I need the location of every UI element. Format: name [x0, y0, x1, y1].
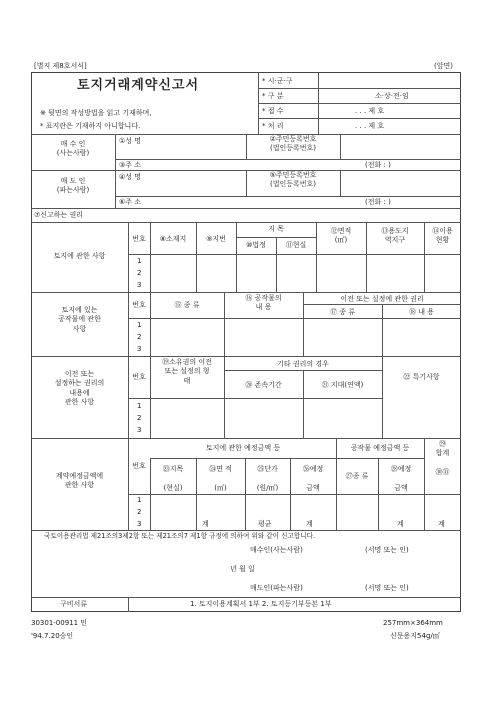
price-structure-expected-header: ㉘예정 금액	[390, 465, 412, 492]
buyer-signature-label: 매수인(사는사람)	[250, 546, 303, 554]
seller-label: 매 도 인 (파는사람)	[56, 177, 90, 195]
price-structure-kind-header: ㉗종 류	[345, 472, 369, 480]
structure-row: 2	[137, 333, 142, 341]
price-total-header: ㉙ 합계 ㉚㉛	[435, 440, 450, 477]
note-2: * 표지란은 기재하지 아니합니다.	[40, 122, 141, 130]
seller-signature-note: (서명 또는 인)	[365, 584, 409, 592]
required-docs-label: 구비서류	[60, 600, 88, 608]
land-legal-header: ⑩법정	[246, 241, 266, 249]
price-area-header: ㉔면 적 (㎡)	[209, 465, 232, 492]
page-side: (앞면)	[434, 62, 453, 70]
land-area-header: ⑫면적 (㎡)	[330, 227, 352, 245]
structure-kind-header: ⑮ 종 류	[174, 301, 200, 309]
form-number: [별지 제8호서식]	[34, 62, 87, 70]
seller-id-label: ⑤주민등록번호 (법인등록번호)	[269, 171, 317, 189]
structure-transfer-kind-header: ⑰ 종 류	[330, 308, 355, 316]
buyer-address-label: ③주 소	[119, 161, 142, 169]
structure-transfer-header: 이전 또는 설정에 관한 권리	[340, 295, 424, 303]
land-no-header: 번호	[132, 235, 146, 243]
office-process-value: . . . 제 호	[355, 122, 385, 130]
price-row: 2	[137, 508, 142, 516]
structure-section-label: 토지에 있는 공작물에 관한 사항	[58, 306, 101, 333]
rights-period-header: ⑳ 존속기간	[245, 381, 282, 389]
price-expected-header: ㉖예정 금액	[302, 465, 324, 492]
footer-approval: '94.7.20승인	[31, 632, 74, 640]
rights-special-header: ㉒ 특기사항	[403, 373, 440, 381]
price-sum-total: 계	[438, 520, 445, 528]
price-row: 3	[137, 520, 142, 528]
structure-row: 3	[137, 345, 142, 353]
buyer-label: 매 수 인 (사는사람)	[56, 140, 90, 158]
price-unit-header: ㉕단가 (원/㎡)	[256, 465, 279, 492]
form-title: 토지거래계약신고서	[77, 78, 200, 93]
office-category-value: 소·상·전·임	[375, 92, 409, 100]
buyer-id-label: ②주민등록번호 (법인등록번호)	[269, 135, 317, 153]
office-label-process: * 처 리	[262, 122, 284, 130]
price-sum-expected: 계	[306, 520, 313, 528]
office-receipt-value: . . . 제 호	[355, 107, 385, 115]
seller-phone: (전화 : )	[365, 198, 391, 206]
price-row: 1	[137, 496, 142, 504]
land-row: 1	[137, 257, 142, 265]
land-row: 2	[137, 269, 142, 277]
structure-row: 1	[137, 321, 142, 329]
land-row: 3	[137, 281, 142, 289]
land-lot-header: ⑨지번	[206, 235, 226, 243]
price-jimok-header: ㉓지목 (현실)	[162, 465, 184, 492]
rights-no-header: 번호	[132, 373, 146, 381]
price-average: 평균	[258, 520, 272, 528]
seller-address-label: ⑥주 소	[119, 198, 142, 206]
land-zone-header: ⑬용도지 역지구	[381, 227, 409, 245]
buyer-phone: (전화 : )	[365, 161, 391, 169]
land-actual-header: ⑪현실	[285, 241, 307, 249]
footer-code: 30301-00911 민	[31, 619, 88, 627]
structure-content-header: ⑯ 공작물의 내 용	[245, 294, 282, 312]
declaration-date: 년 월 일	[230, 565, 255, 573]
price-land-amount-header: 토지에 관한 예정금액 등	[205, 444, 281, 452]
rights-ownership-header: ⑲소유권의 이전 또는 설정의 형 태	[162, 358, 212, 385]
structure-transfer-content-header: ⑱ 내 용	[409, 308, 434, 316]
required-docs-list: 1. 토지이용계획서 1부 2. 토지등기부등본 1부	[190, 600, 332, 608]
rights-row: 2	[137, 414, 142, 422]
rights-row: 1	[137, 402, 142, 410]
rights-other-header: 기타 권리의 경우	[277, 360, 329, 368]
seller-signature-label: 매도인(파는사람)	[250, 584, 303, 592]
office-label-category: * 구 분	[262, 92, 284, 100]
price-sum-area: 계	[202, 520, 209, 528]
structure-no-header: 번호	[132, 301, 146, 309]
rights-section-label: 이전 또는 설정하는 권리의 내용에 관한 사항	[54, 370, 105, 407]
price-no-header: 번호	[132, 462, 146, 470]
rights-row: 3	[137, 426, 142, 434]
land-section-label: 토지에 관한 사항	[53, 252, 106, 260]
declaration-text: 국토이용관리법 제21조의3제2항 또는 제21조의7 제1항 규정에 의하여 위와 같이 신고합니다.	[44, 532, 316, 540]
note-1: ※ 뒷면의 작성방법을 읽고 기재하며,	[40, 109, 152, 117]
footer-paper: 신문용지54g/㎡	[390, 632, 440, 640]
price-section-label: 계약예정금액에 관한 사항	[55, 472, 104, 490]
price-structure-amount-header: 공작물 예정금액 등	[350, 444, 410, 452]
land-jimok-header: 지 목	[268, 225, 284, 233]
buyer-signature-note: (서명 또는 인)	[365, 546, 409, 554]
rights-rent-header: ㉑ 지대(연액)	[321, 381, 364, 389]
land-location-header: ⑧소재지	[159, 235, 187, 243]
price-sum-structure: 계	[397, 520, 404, 528]
office-label-receipt: * 접 수	[262, 107, 284, 115]
reported-right-label: ⑦신고하는 권리	[34, 211, 84, 219]
buyer-name-label: ①성 명	[119, 137, 142, 145]
land-use-header: ⑭이용 현황	[432, 227, 453, 245]
footer-size: 257mm×364mm	[383, 619, 443, 627]
seller-name-label: ④성 명	[119, 173, 142, 181]
office-label-district: * 시·군·구	[262, 77, 293, 85]
